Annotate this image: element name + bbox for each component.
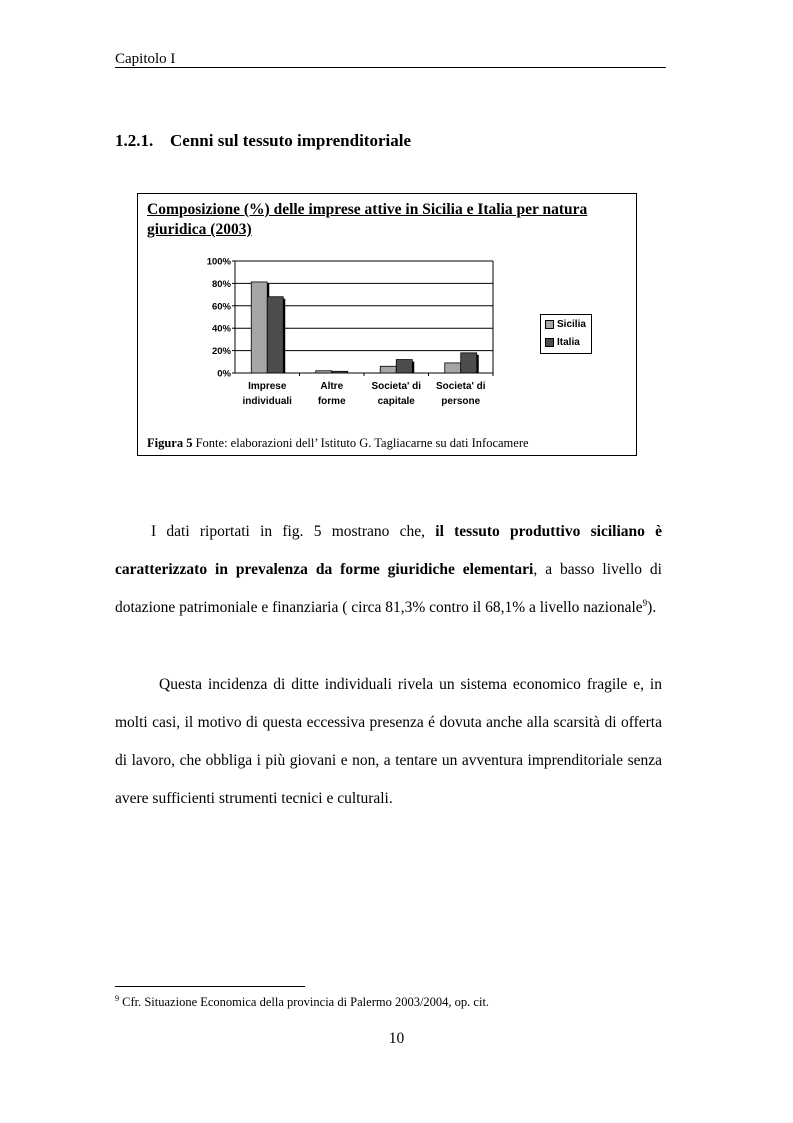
x-category-label: Societa' di — [435, 381, 486, 392]
x-category-label: persone — [441, 396, 481, 407]
bar-sicilia-3 — [445, 363, 461, 373]
y-tick-label: 20% — [211, 346, 231, 358]
bar-sicilia-2 — [380, 366, 396, 373]
section-title: Cenni sul tessuto imprenditoriale — [170, 131, 412, 150]
legend-swatch-sicilia — [545, 320, 554, 329]
x-category-label: Altre — [320, 381, 344, 392]
legend-label-sicilia: Sicilia — [557, 318, 586, 330]
legend-swatch-italia — [545, 338, 554, 347]
footnote-text: Cfr. Situazione Economica della provincia di Palermo 2003/2004, op. cit. — [119, 995, 490, 1010]
legend-item-italia — [541, 333, 591, 351]
bar-italia-2 — [396, 360, 412, 373]
y-tick-label: 60% — [211, 301, 231, 313]
x-category-label: Imprese — [248, 381, 287, 392]
bar-sicilia-1 — [316, 371, 332, 373]
y-tick-label: 80% — [211, 278, 231, 290]
y-tick-label: 40% — [211, 323, 231, 335]
paragraph-2: Questa incidenza di ditte individuali rivela un sistema economico fragile e, in molti casi, il motivo di questa eccessiva presenza é dovuta anche alla scarsità di offerta di lavoro, che obbliga i più giovani e non, a tentare un avventura imprenditoriale senza avere sufficienti strumenti tecnici e culturali. — [115, 676, 662, 807]
bar-italia-1 — [332, 371, 348, 373]
bar-italia-0 — [267, 297, 283, 373]
paragraph-1-text-a: I dati riportati in fig. 5 mostrano che, — [151, 523, 436, 540]
figure-caption — [147, 436, 529, 451]
footnote-number: 9 — [115, 994, 119, 1003]
footnote-ref: 9 — [642, 597, 648, 608]
paragraph-1-text-b: , a basso livello di dotazione patrimoniale e finanziaria ( circa 81,3% contro il 68,1% a livello nazionale — [115, 561, 662, 616]
legend-label-italia: Italia — [557, 336, 580, 348]
page-number: 10 — [388, 1030, 405, 1047]
paragraph-1-bold: il tessuto produttivo siciliano è caratterizzato in prevalenza da forme giuridiche elementari — [115, 523, 662, 578]
paragraph-1 — [115, 513, 662, 627]
bar-sicilia-0 — [251, 282, 267, 373]
x-category-label: capitale — [377, 396, 415, 407]
x-category-label: Societa' di — [371, 381, 422, 392]
y-tick-label: 100% — [206, 256, 231, 268]
chart-title: Composizione (%) delle imprese attive in Sicilia e Italia per natura giuridica (2003) — [147, 201, 588, 238]
footnote — [115, 994, 489, 1010]
figure-box — [137, 193, 637, 456]
caption-label: Figura 5 — [147, 436, 193, 450]
chart-legend — [540, 314, 592, 354]
x-category-label: forme — [317, 396, 346, 407]
legend-item-sicilia — [541, 315, 591, 333]
bar-italia-3 — [461, 353, 477, 373]
footnote-divider — [115, 986, 305, 987]
paragraph-1-text-c: ). — [647, 599, 657, 616]
caption-text: Fonte: elaborazioni dell’ Istituto G. Tagliacarne su dati Infocamere — [192, 436, 529, 450]
running-header: Capitolo I — [115, 50, 666, 68]
y-tick-label: 0% — [217, 368, 231, 380]
section-heading — [115, 131, 411, 151]
x-category-label: individuali — [242, 396, 292, 407]
section-number: 1.2.1. — [115, 131, 154, 150]
